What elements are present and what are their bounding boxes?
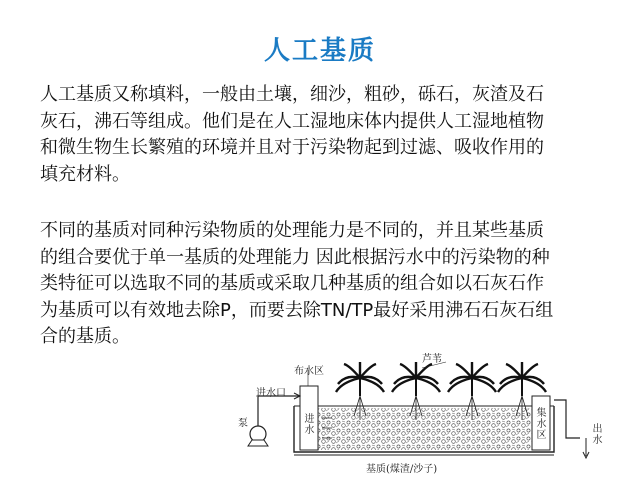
paragraph-line: 人工基质又称填料，一般由土壤，细沙，粗砂，砾石，灰渣及石 — [40, 84, 544, 105]
pump-icon — [248, 426, 268, 446]
paragraph-line: 灰石，沸石等组成。他们是在人工湿地床体内提供人工湿地植物 — [40, 110, 544, 132]
wetland-diagram — [236, 356, 612, 480]
label-inlet: 进水口 — [256, 388, 286, 399]
label-reed: 芦苇 — [422, 354, 442, 365]
outlet-pipe — [554, 400, 589, 458]
paragraph-selection — [40, 218, 600, 351]
label-collection-zone: 集水区 — [536, 408, 547, 441]
paragraph-line: 和微生物生长繁殖的环境并且对于污染物起到过滤、吸收作用的 — [40, 137, 544, 158]
label-pump: 泵 — [238, 418, 248, 429]
paragraph-line: 填充材料。 — [40, 163, 130, 185]
paragraph-line: 为基质可以有效地去除P，而要去除TN/TP最好采用沸石石灰石组 — [40, 299, 554, 321]
paragraph-line: 不同的基质对同种污染物质的处理能力是不同的，并且某些基质 — [40, 220, 544, 241]
label-water-in: 进水 — [304, 414, 315, 436]
paragraph-line: 的组合要优于单一基质的处理能力 因此根据污水中的污染物的种 — [40, 246, 550, 268]
paragraph-definition — [40, 82, 600, 188]
label-water-out: 出水 — [592, 424, 603, 446]
basin — [294, 406, 554, 455]
label-substrate: 基质(煤渣/沙子) — [366, 464, 438, 475]
label-distribution-zone: 布水区 — [294, 366, 324, 377]
slide-title: 人工基质 — [263, 36, 376, 66]
paragraph-line: 合的基质。 — [40, 326, 130, 347]
paragraph-line: 类特征可以选取不同的基质或采取几种基质的组合如以石灰石作 — [40, 273, 544, 294]
